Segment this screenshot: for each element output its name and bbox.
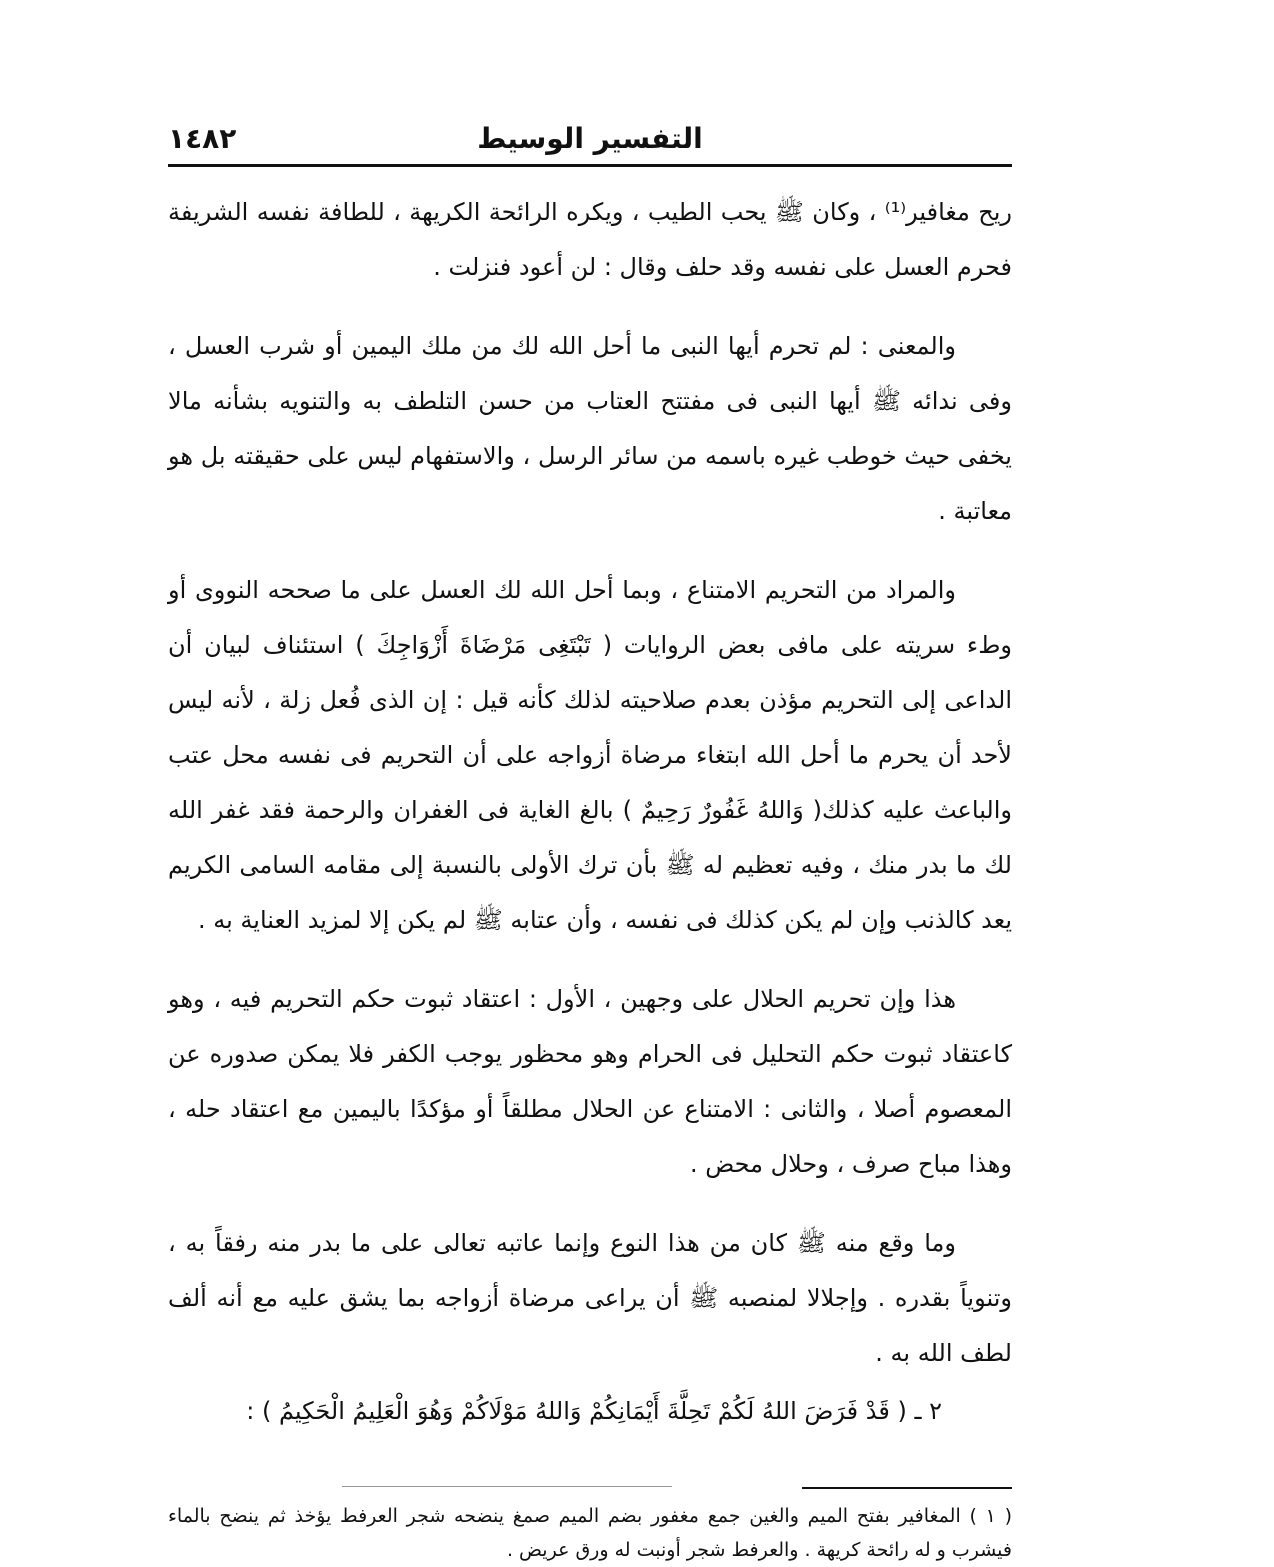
footnote-divider [802, 1487, 1012, 1489]
paragraph-gap [168, 1192, 1012, 1216]
paragraph-1: ريح مغافير⁽¹⁾ ، وكان ﷺ يحب الطيب ، ويكره الرائحة الكريهة ، للطافة نفسه الشريفة فحرم العسل على نفسه وقد حلف وقال : لن أعود فنزلت . [168, 198, 1012, 281]
page-header [168, 118, 1012, 162]
book-page [168, 118, 1012, 1567]
paragraph-5: وما وقع منه ﷺ كان من هذا النوع وإنما عاتبه تعالى على ما بدر منه رفقاً به ، وتنوياً بقدره . وإجلالا لمنصبه ﷺ أن يراعى مرضاة أزواجه بما يشق عليه مع أنه ألف لطف الله به . [168, 1229, 1012, 1367]
paragraph-2: والمعنى : لم تحرم أيها النبى ما أحل الله لك من ملك اليمين أو شرب العسل ، وفى ندائه ﷺ أيها النبى فى مفتتح العتاب من حسن التلطف به والتنويه بشأنه مالا يخفى حيث خوطب غيره باسمه من سائر الرسل ، والاستفهام ليس على حقيقته بل هو معاتبة . [168, 332, 1012, 525]
footnote: ( ١ ) المغافير بفتح الميم والغين جمع مغفور بضم الميم صمغ ينضحه شجر العرفط يؤخذ ثم ينضح بالماء فيشرب و له رائحة كريهة . والعرفط شجر أونبت له ورق عريض . [168, 1505, 1012, 1561]
paragraph-gap [168, 295, 1012, 319]
paragraph-gap [168, 539, 1012, 563]
book-title: التفسير الوسيط [477, 122, 703, 155]
paragraph-3: والمراد من التحريم الامتناع ، وبما أحل الله لك العسل على ما صححه النووى أو وطء سريته على مافى بعض الروايات ( تَبْتَغِى مَرْضَاةَ أَزْوَاجِكَ ) استئناف لبيان أن الداعى إلى التحريم مؤذن بعدم صلاحيته لذلك كأنه قيل : إن الذى فُعل زلة ، لأنه ليس لأحد أن يحرم ما أحل الله ابتغاء مرضاة أزواجه على أن التحريم فى نفسه محل عتب والباعث عليه كذلك( وَاللهُ غَفُورٌ رَحِيمٌ ) بالغ الغاية فى الغفران والرحمة فقد غفر الله لك ما بدر منك ، وفيه تعظيم له ﷺ بأن ترك الأولى بالنسبة إلى مقامه السامى الكريم يعد كالذنب وإن لم يكن كذلك فى نفسه ، وأن عتابه ﷺ لم يكن إلا لمزيد العناية به . [168, 576, 1012, 934]
paragraph-4: هذا وإن تحريم الحلال على وجهين ، الأول : اعتقاد ثبوت حكم التحريم فيه ، وهو كاعتقاد ثبوت حكم التحليل فى الحرام وهو محظور يوجب الكفر فلا يمكن صدوره عن المعصوم أصلا ، والثانى : الامتناع عن الحلال مطلقاً أو مؤكدًا باليمين مع اعتقاد حله ، وهذا مباح صرف ، وحلال محض . [168, 985, 1012, 1178]
paragraph-gap [168, 948, 1012, 972]
quran-verse: ٢ ـ ( قَدْ فَرَضَ اللهُ لَكُمْ تَحِلَّةَ أَيْمَانِكُمْ وَاللهُ مَوْلَاكُمْ وَهُوَ الْعَلِيمُ الْحَكِيمُ ) : [246, 1397, 942, 1425]
page-number: ١٤٨٢ [168, 122, 237, 155]
bottom-divider [342, 1486, 672, 1487]
header-divider [168, 164, 1012, 167]
